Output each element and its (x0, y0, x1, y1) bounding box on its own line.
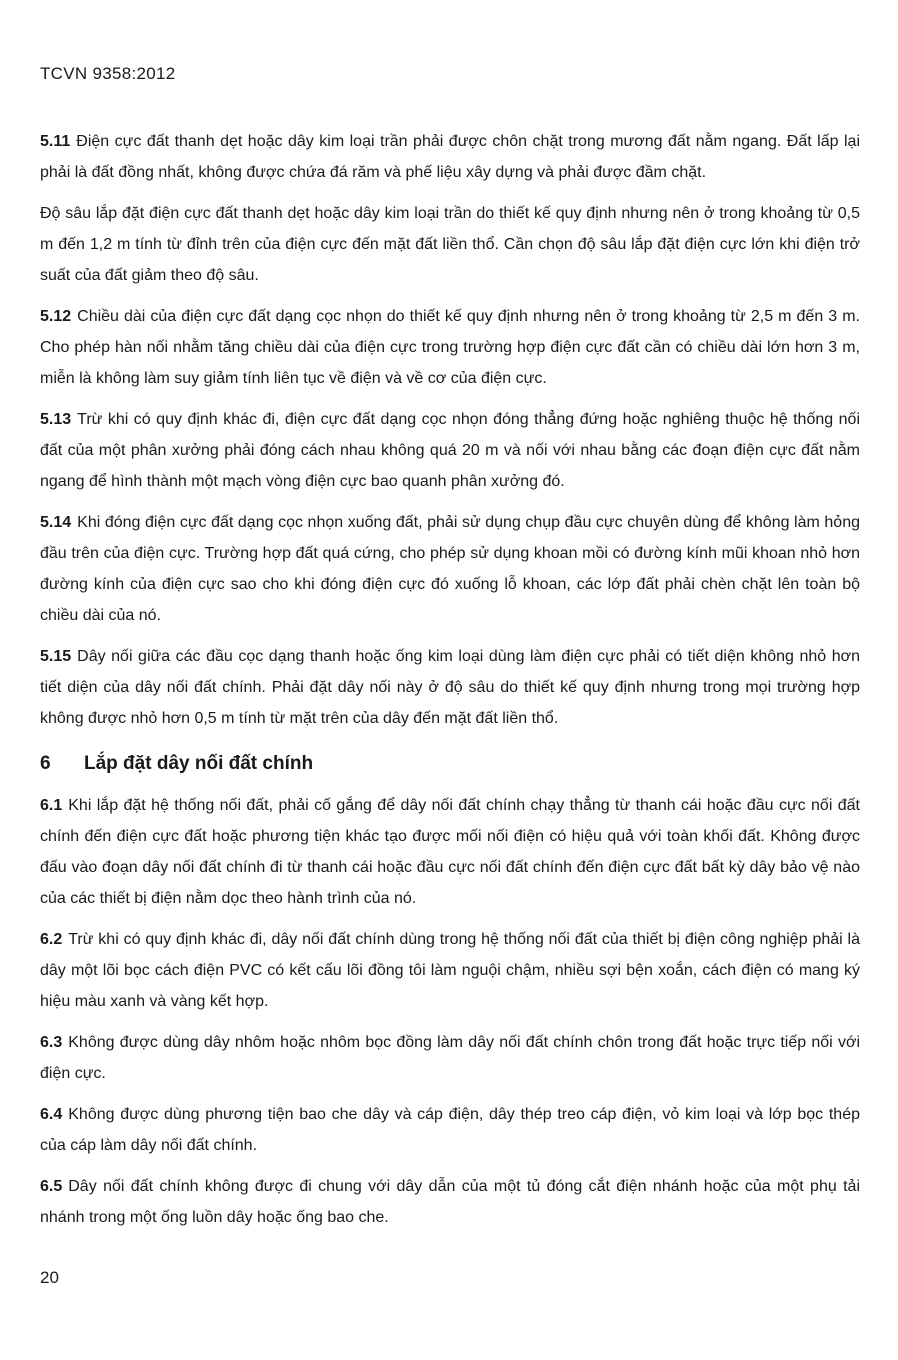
clause-text: Trừ khi có quy định khác đi, dây nối đất chính dùng trong hệ thống nối đất của thiết bị điện công nghiệp phải là dây một lõi bọc cách điện PVC có kết cấu lõi đồng tôi làm nguội chậm, nhiều sợi bện xoắn, cách điện có mang ký hiệu màu xanh và vàng kết hợp. (40, 931, 860, 1010)
clause-5-14 (40, 507, 860, 631)
page-number: 20 (40, 1268, 59, 1287)
clause-text: Trừ khi có quy định khác đi, điện cực đất dạng cọc nhọn đóng thẳng đứng hoặc nghiêng thuộc hệ thống nối đất của một phân xưởng phải đóng cách nhau không quá 20 m và nối với nhau bằng các đoạn điện cực đất nằm ngang để hình thành một mạch vòng điện cực bao quanh phân xưởng đó. (40, 411, 860, 490)
section-heading (40, 750, 860, 778)
standard-code: TCVN 9358:2012 (40, 64, 176, 83)
clause-text: Dây nối giữa các đầu cọc dạng thanh hoặc ống kim loại dùng làm điện cực phải có tiết diện không nhỏ hơn tiết diện của dây nối đất chính. Phải đặt dây nối này ở độ sâu do thiết kế quy định nhưng trong mọi trường hợp không được nhỏ hơn 0,5 m tính từ mặt trên của dây đến mặt đất liền thổ. (40, 648, 860, 727)
clause-5-11 (40, 126, 860, 188)
section-title: Lắp đặt dây nối đất chính (84, 753, 314, 774)
clause-6-3 (40, 1027, 860, 1089)
clause-number: 5.12 (40, 308, 72, 325)
clause-number: 5.13 (40, 411, 72, 428)
clause-number: 6.5 (40, 1178, 63, 1195)
clause-text: Khi lắp đặt hệ thống nối đất, phải cố gắng để dây nối đất chính chạy thẳng từ thanh cái hoặc đầu cực nối đất chính đến điện cực đất hoặc phương tiện khác tạo được mối nối điện có hiệu quả với toàn khối đất. Không được đấu vào đoạn dây nối đất chính đi từ thanh cái hoặc đầu cực nối đất chính đến điện cực đất bất kỳ dây bảo vệ nào của các thiết bị điện nằm dọc theo hành trình của nó. (40, 797, 860, 907)
clause-number: 6.4 (40, 1106, 63, 1123)
clause-number: 5.11 (40, 133, 71, 150)
clause-number: 6.1 (40, 797, 63, 814)
clause-number: 6.2 (40, 931, 63, 948)
clause-5-13 (40, 404, 860, 497)
clause-number: 6.3 (40, 1034, 63, 1051)
clause-text: Không được dùng phương tiện bao che dây và cáp điện, dây thép treo cáp điện, vỏ kim loại và lớp bọc thép của cáp làm dây nối đất chính. (40, 1106, 860, 1154)
clause-text: Khi đóng điện cực đất dạng cọc nhọn xuống đất, phải sử dụng chụp đầu cực chuyên dùng để không làm hỏng đầu trên của điện cực. Trường hợp đất quá cứng, cho phép sử dụng khoan mồi có đường kính mũi khoan nhỏ hơn đường kính của điện cực sao cho khi đóng điện cực đó xuống lỗ khoan, các lớp đất phải chèn chặt lên toàn bộ chiều dài của nó. (40, 514, 860, 624)
clause-6-2 (40, 924, 860, 1017)
clause-number: 5.15 (40, 648, 72, 665)
clause-number: 5.14 (40, 514, 72, 531)
clause-6-1 (40, 790, 860, 914)
clause-5-15 (40, 641, 860, 734)
document-body (40, 126, 860, 1243)
section-number: 6 (40, 753, 51, 774)
clause-text: Độ sâu lắp đặt điện cực đất thanh dẹt hoặc dây kim loại trần do thiết kế quy định nhưng nên ở trong khoảng từ 0,5 m đến 1,2 m tính từ đỉnh trên của điện cực đến mặt đất liền thổ. Cần chọn độ sâu lắp đặt điện cực lớn khi điện trở suất của đất giảm theo độ sâu. (40, 205, 860, 284)
clause-text: Không được dùng dây nhôm hoặc nhôm bọc đồng làm dây nối đất chính chôn trong đất hoặc trực tiếp nối với điện cực. (40, 1034, 860, 1082)
clause-text: Chiều dài của điện cực đất dạng cọc nhọn do thiết kế quy định nhưng nên ở trong khoảng từ 2,5 m đến 3 m. Cho phép hàn nối nhằm tăng chiều dài của điện cực trong trường hợp điện cực đất cần có chiều dài lớn hơn 3 m, miễn là không làm suy giảm tính liên tục về điện và về cơ của điện cực. (40, 308, 860, 387)
clause-6-4 (40, 1099, 860, 1161)
clause-5-12 (40, 301, 860, 394)
clause-text: Điện cực đất thanh dẹt hoặc dây kim loại trần phải được chôn chặt trong mương đất nằm ngang. Đất lấp lại phải là đất đồng nhất, không được chứa đá răm và phế liệu xây dựng và phải được đầm chặt. (40, 133, 860, 181)
clause-6-5 (40, 1171, 860, 1233)
clause-5-11-continued (40, 198, 860, 291)
clause-text: Dây nối đất chính không được đi chung với dây dẫn của một tủ đóng cắt điện nhánh hoặc của một phụ tải nhánh trong một ống luồn dây hoặc ống bao che. (40, 1178, 860, 1226)
